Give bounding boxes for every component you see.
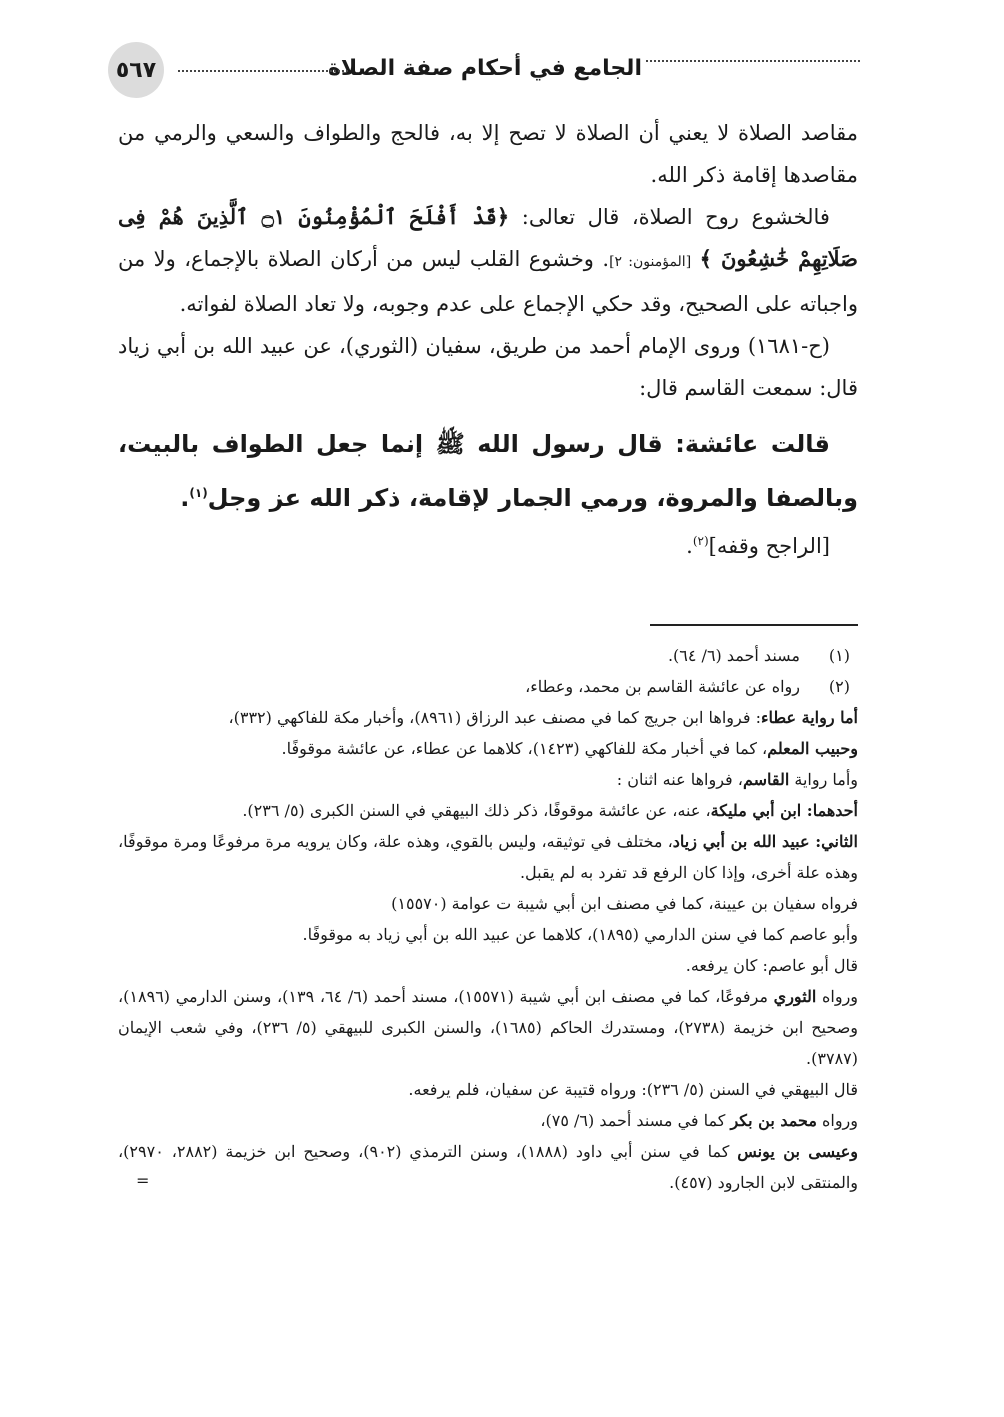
line-text: ورواه: [816, 1111, 858, 1130]
ruling-text: [الراجح وقفه]: [708, 534, 830, 558]
footnote-line-3: [118, 764, 858, 795]
line-text: ، مختلف في توثيقه، وليس بالقوي، وهذه علة، وكان يرويه مرة مرفوعًا ومرة موقوفًا، وهذه علة أخرى، وإذا كان الرفع قد تفرد به لم يقبل.: [118, 832, 858, 882]
paragraph-2-start: فالخشوع روح الصلاة، قال تعالى:: [509, 205, 830, 229]
paragraph-5: [118, 525, 858, 567]
bold-term: الثاني: عبيد الله بن أبي زياد: [672, 832, 858, 851]
footnote-1-text: مسند أحمد (٦/ ٦٤).: [667, 646, 800, 665]
line-text: ، كما في أخبار مكة للفاكهي (١٤٢٣)، كلاهما عن عطاء، عن عائشة موقوفًا.: [281, 739, 768, 758]
line-text: وأما رواية: [789, 770, 858, 789]
footnote-line-8: قال أبو عاصم: كان يرفعه.: [685, 956, 858, 975]
line-text: ورواه: [816, 987, 859, 1006]
footnote-2-text: رواه عن عائشة القاسم بن محمد، وعطاء،: [525, 677, 800, 696]
continuation-mark: =: [136, 1171, 150, 1190]
footnote-2: [118, 671, 858, 702]
page-number: ٥٦٧: [108, 42, 164, 98]
footnote-line-6: فرواه سفيان بن عيينة، كما في مصنف ابن أبي شيبة ت عوامة (١٥٥٧٠): [391, 894, 858, 913]
footnote-1: [118, 640, 858, 671]
footnote-separator: [650, 624, 858, 626]
footnote-2-number: (٢): [828, 677, 850, 696]
footnote-line-11: [118, 1105, 858, 1136]
bold-term: وعيسى بن يونس: [737, 1142, 859, 1161]
footnote-line-10: قال البيهقي في السنن (٥/ ٢٣٦): ورواه قتيبة عن سفيان، فلم يرفعه.: [408, 1080, 858, 1099]
line-text: مرفوعًا، كما في مصنف ابن أبي شيبة (١٥٥٧١)، مسند أحمد (٦/ ٦٤، ١٣٩)، وسنن الدارمي (١٨٩٦)، وصحيح ابن خزيمة (٢٧٣٨)، ومستدرك الحاكم (١٦٨٥)، والسنن الكبرى للبيهقي (٥/ ٢٣٦)، وفي شعب الإيمان (٣٧٨٧).: [118, 987, 859, 1068]
paragraph-3: (ح-١٦٨١) وروى الإمام أحمد من طريق، سفيان (الثوري)، عن عبيد الله بن أبي زياد قال: سمعت القاسم قال:: [118, 334, 858, 400]
main-text: [118, 112, 858, 567]
paragraph-2: [118, 196, 858, 325]
footnote-line-1: [118, 702, 858, 733]
line-text: : فرواها ابن جريج كما في مصنف عبد الرزاق (٨٩٦١)، وأخبار مكة للفاكهي (٣٣٢)،: [228, 708, 761, 727]
bold-term: محمد بن بكر: [730, 1111, 817, 1130]
footnote-line-5: [118, 826, 858, 888]
line-text: ، عنه، عن عائشة موقوفًا، ذكر ذلك البيهقي في السنن الكبرى (٥/ ٢٣٦).: [242, 801, 711, 820]
paragraph-1: مقاصد الصلاة لا يعني أن الصلاة لا تصح إلا به، فالحج والطواف والسعي والرمي من مقاصدها إقامة ذكر الله.: [118, 121, 858, 187]
footnote-ref-2: (٢): [692, 534, 709, 548]
footnote-line-4: [118, 795, 858, 826]
footnote-1-number: (١): [828, 646, 850, 665]
bold-term: أما رواية عطاء: [760, 708, 858, 727]
footnote-line-2: [118, 733, 858, 764]
bold-term: أحدهما: ابن أبي مليكة: [710, 801, 858, 820]
bold-term: الثوري: [773, 987, 817, 1006]
footnote-line-12: [118, 1136, 858, 1198]
footnote-line-7: وأبو عاصم كما في سنن الدارمي (١٨٩٥)، كلاهما عن عبيد الله بن أبي زياد به موقوفًا.: [302, 925, 858, 944]
line-text: ، فرواها عنه اثنان :: [616, 770, 743, 789]
bold-term: القاسم: [742, 770, 790, 789]
book-title: الجامع في أحكام صفة الصلاة: [327, 56, 642, 81]
footnotes: [118, 640, 858, 1198]
hadith-text: [118, 417, 858, 525]
line-text: كما في سنن أبي داود (١٨٨٨)، وسنن الترمذي (٩٠٢)، وصحيح ابن خزيمة (٢٨٨٢، ٢٩٧٠)، والمنتقى لابن الجارود (٤٥٧).: [118, 1142, 858, 1192]
ruling-end: .: [686, 534, 693, 558]
paragraph-2-end: . وخشوع القلب ليس من أركان الصلاة بالإجماع، ولا من واجباته على الصحيح، وقد حكي الإجماع على عدم وجوبه، ولا تعاد الصلاة لفواته.: [118, 247, 858, 316]
hadith-end: .: [180, 484, 190, 512]
header-dots-right: [646, 60, 860, 62]
hadith-body: قالت عائشة: قال رسول الله ﷺ إنما جعل الطواف بالبيت، وبالصفا والمروة، ورمي الجمار لإقامة، ذكر الله عز وجل: [118, 430, 858, 512]
header-dots-left: [178, 70, 348, 72]
line-text: كما في مسند أحمد (٦/ ٧٥)،: [540, 1111, 731, 1130]
bold-term: وحبيب المعلم: [767, 739, 858, 758]
page-header: [108, 42, 860, 98]
footnote-ref-1: (١): [189, 486, 208, 500]
quran-reference: [المؤمنون: ٢]: [609, 254, 692, 270]
quran-verse: ﴿قَدْ أَفْلَحَ ٱلْمُؤْمِنُونَ ۝١ ٱلَّذِينَ هُمْ فِى صَلَاتِهِمْ خَٰشِعُونَ ﴾: [118, 204, 858, 271]
footnote-line-9: [118, 981, 858, 1074]
